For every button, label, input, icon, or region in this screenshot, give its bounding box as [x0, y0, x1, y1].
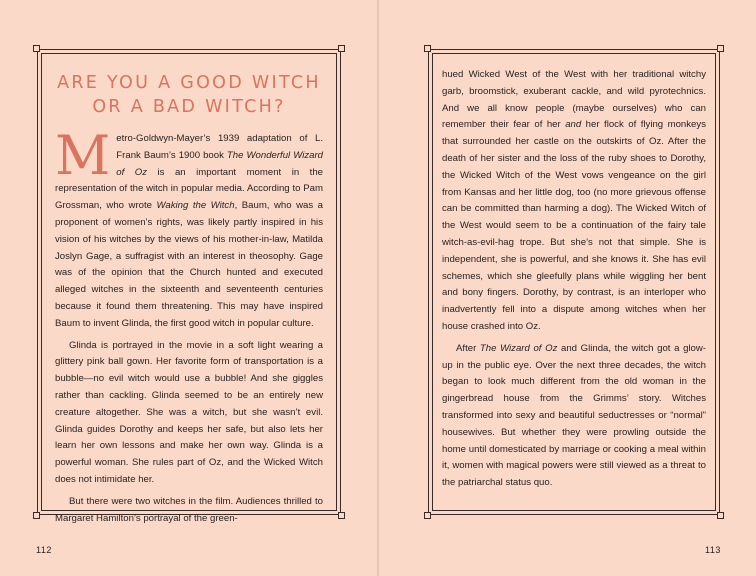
text-run: , Baum, who was a proponent of women’s rights, was likely partly inspired in his vision of his witches by the views of his mother-in-law, Matilda Joslyn Gage, a suffragist with an interest in theosophy. Gage was of the opinion that the Church hunted and executed alleged witches in the sixteenth and seventeenth centuries because it found them threatening. This may have inspired Baum to invent Glinda, the first good witch in popular culture. [55, 200, 323, 329]
frame-corner-ornament [338, 45, 345, 52]
frame-corner-ornament [424, 512, 431, 519]
left-page [0, 0, 377, 576]
paragraph [55, 124, 323, 333]
chapter-title-line-1: ARE YOU A GOOD WITCH [57, 73, 321, 93]
paragraph [442, 341, 706, 492]
frame-corner-ornament [33, 512, 40, 519]
frame-corner-ornament [338, 512, 345, 519]
chapter-title-line-2: OR A BAD WITCH? [92, 97, 286, 117]
paragraph [442, 67, 706, 336]
page-number: 112 [36, 545, 52, 555]
drop-cap: M [55, 124, 111, 187]
paragraph: Glinda is portrayed in the movie in a soft light wearing a glittery pink ball gown. Her favorite form of transportation is a bubble—no evil witch would use a bubble! And she giggles rather than cackling. Glinda seemed to be an entirely new creature altogether. She was a witch, but she wasn’t evil. Glinda guides Dorothy and keeps her safe, but also lets her learn her own lessons and make her own way. Glinda is a powerful woman. She rules part of Oz, and the Wicked Witch does not intimidate her. [55, 339, 323, 485]
text-run: and Glinda, the witch got a glow-up in the public eye. Over the next three decades, the witch began to look much different from the old woman in the gingerbread house from the Grimms’ story. Witches transformed into sexy and beautiful seductresses or “normal” housewives. But whether they were prowling outside the home until domesticated by marriage or cooking a meal within it, women with magical powers were still viewed as a threat to the patriarchal status quo. [442, 342, 707, 489]
right-page [379, 0, 756, 576]
right-page-content [442, 67, 706, 492]
left-page-content [55, 67, 323, 527]
text-run: her flock of flying monkeys that surrounded her castle on the outskirts of Oz. After the death of her sister and the loss of the ruby shoes to Dorothy, the Wicked Witch of the West vows vengeance on the girl from Kansas and her little dog, too (no more grievous offense can be committed than harming a dog). The Wicked Witch of the West would seem to be a continuation of the fairy tale witch-as-evil-hag trope. But she’s not that simple. She is independent, she is powerful, and she knows it. She has evil schemes, which she gleefully plans while wiggling her bent and bony fingers. Dorothy, by contrast, is an interloper who inadvertently fell into a dispute among witches when her house crashed into Oz. [442, 119, 706, 332]
left-page-frame [37, 49, 341, 524]
right-body-text [442, 67, 706, 492]
frame-corner-ornament [33, 45, 40, 52]
book-title: The Wonderful Wizard of Oz [116, 149, 323, 178]
frame-corner-ornament [717, 45, 724, 52]
page-number: 113 [705, 545, 721, 555]
text-run: is an important moment in the representation of the witch in popular media. According to Pam Grossman, who wrote [55, 166, 323, 212]
chapter-title [55, 71, 323, 119]
text-run: After [456, 342, 480, 354]
frame-corner-ornament [717, 512, 724, 519]
paragraph: But there were two witches in the film. Audiences thrilled to Margaret Hamilton’s portrayal of the green- [55, 495, 323, 524]
frame-corner-ornament [424, 45, 431, 52]
text-run: etro-Goldwyn-Mayer’s 1939 adaptation of L. Frank Baum’s 1900 book [116, 133, 323, 161]
left-body-text [55, 124, 323, 527]
book-title: Waking the Witch [156, 200, 235, 212]
emphasis: and [565, 119, 582, 131]
text-run: hued Wicked West of the West with her traditional witchy garb, broomstick, exuberant cackle, and wild pyrotechnics. And we all know people (maybe ourselves) who can remember their fear of her [442, 69, 706, 131]
book-title: The Wizard of Oz [479, 342, 558, 354]
right-page-frame [428, 49, 720, 515]
